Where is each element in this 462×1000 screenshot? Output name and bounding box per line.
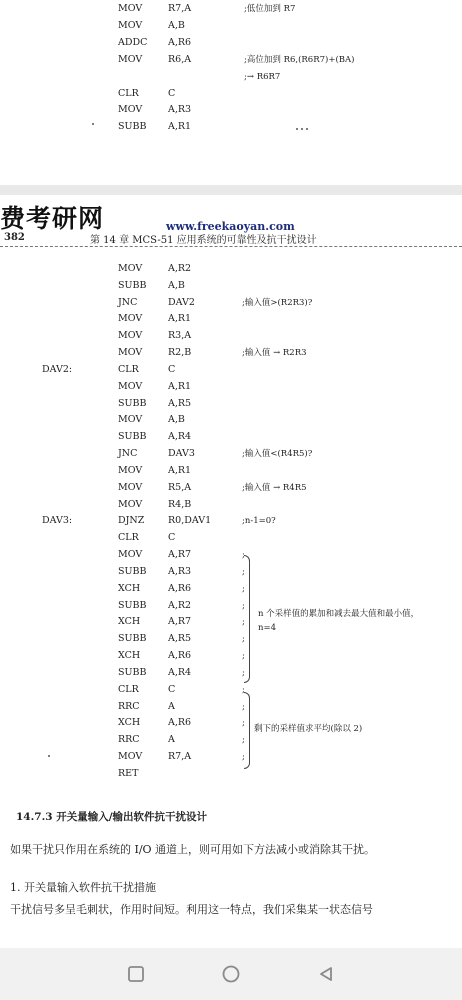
operand: A <box>168 700 175 712</box>
code-comment: ;低位加到 R7 <box>244 4 296 14</box>
code-comment: ; <box>242 701 245 712</box>
code-comment: ; <box>242 600 245 611</box>
operand: A,R1 <box>168 313 192 325</box>
code-label: DAV3: <box>42 515 73 527</box>
operand: R3,A <box>168 330 192 342</box>
code-comment: ; <box>242 634 245 645</box>
operand: A,R6 <box>168 650 192 662</box>
opcode: SUBB <box>118 121 147 132</box>
code-comment: ; <box>242 583 245 594</box>
operand: A,R1 <box>168 464 192 476</box>
recent-apps-button[interactable] <box>124 962 148 986</box>
operand: C <box>168 88 176 99</box>
opcode: XCH <box>118 717 141 729</box>
opcode: MOV <box>118 751 143 763</box>
code-comment: ;输入值<(R4R5)? <box>242 449 313 460</box>
paragraph: 如果干扰只作用在系统的 I/O 通道上，则可用如下方法减小或消除其干扰。 <box>10 843 376 856</box>
operand: C <box>168 363 176 375</box>
opcode: MOV <box>118 414 143 426</box>
operand: A,R4 <box>168 666 192 678</box>
scan-speck <box>301 128 303 130</box>
opcode: XCH <box>118 616 141 628</box>
page-previous <box>0 0 462 185</box>
operand: A,R7 <box>168 616 192 628</box>
code-comment: ;高位加到 R6,(R6R7)+(BA) <box>244 55 355 65</box>
code-comment: ; <box>242 735 245 746</box>
page-current <box>0 195 462 948</box>
page-number: 382 <box>4 232 25 243</box>
opcode: RRC <box>118 734 140 746</box>
opcode: SUBB <box>118 599 147 611</box>
opcode: JNC <box>118 296 138 308</box>
system-nav-bar <box>0 948 462 1000</box>
operand: A,R5 <box>168 633 192 645</box>
circle-icon <box>221 964 241 984</box>
code-comment: ; <box>242 566 245 577</box>
back-triangle-icon <box>317 965 335 983</box>
code-comment: ;输入值 → R4R5 <box>242 482 307 493</box>
code-comment: ;输入值 → R2R3 <box>242 348 307 359</box>
operand: A <box>168 734 175 746</box>
page-gap <box>0 185 462 195</box>
opcode: SUBB <box>118 279 147 291</box>
opcode: SUBB <box>118 397 147 409</box>
opcode: MOV <box>118 3 143 14</box>
scan-speck <box>92 123 94 125</box>
opcode: RET <box>118 767 139 779</box>
operand: R7,A <box>168 3 192 14</box>
opcode: JNC <box>118 448 138 460</box>
code-comment: ; <box>242 684 245 695</box>
operand: A,B <box>168 20 185 31</box>
home-button[interactable] <box>219 962 243 986</box>
opcode: XCH <box>118 650 141 662</box>
opcode: MOV <box>118 20 143 31</box>
watermark-url: www.freekaoyan.com <box>166 220 295 233</box>
operand: A,R3 <box>168 104 192 115</box>
code-comment: ;n-1=0? <box>242 516 276 527</box>
scan-speck <box>306 128 308 130</box>
code-comment: ;→ R6R7 <box>244 72 281 82</box>
operand: A,R4 <box>168 431 192 443</box>
opcode: MOV <box>118 263 143 274</box>
code-comment: ; <box>242 667 245 678</box>
group-comment-1: n 个采样值的累加和减去最大值和最小值，n=4 <box>258 609 420 633</box>
operand: A,R6 <box>168 582 192 594</box>
operand: C <box>168 532 176 544</box>
paragraph: 干扰信号多呈毛刺状，作用时间短。利用这一特点，我们采集某一状态信号 <box>10 903 373 916</box>
operand: A,R7 <box>168 549 192 561</box>
opcode: DJNZ <box>118 515 145 527</box>
code-label: DAV2: <box>42 363 73 375</box>
opcode: SUBB <box>118 565 147 577</box>
opcode: MOV <box>118 380 143 392</box>
operand: A,R5 <box>168 397 192 409</box>
operand: A,R2 <box>168 263 192 274</box>
opcode: MOV <box>118 498 143 510</box>
operand: A,R6 <box>168 717 192 729</box>
operand: R4,B <box>168 498 192 510</box>
code-comment: ; <box>242 752 245 763</box>
header-rule <box>0 246 462 247</box>
section-heading: 14.7.3 开关量输入/输出软件抗干扰设计 <box>16 811 208 823</box>
chapter-header: 第 14 章 MCS-51 应用系统的可靠性及抗干扰设计 <box>90 235 317 246</box>
operand: DAV3 <box>168 448 195 460</box>
operand: A,R6 <box>168 37 192 48</box>
code-comment: ;输入值>(R2R3)? <box>242 297 313 308</box>
operand: A,R2 <box>168 599 192 611</box>
code-comment: ; <box>242 718 245 729</box>
opcode: CLR <box>118 683 139 695</box>
operand: R6,A <box>168 54 192 65</box>
operand: A,R1 <box>168 380 192 392</box>
opcode: MOV <box>118 104 143 115</box>
operand: R5,A <box>168 481 192 493</box>
group-brace-2 <box>244 692 250 769</box>
opcode: MOV <box>118 330 143 342</box>
subheading: 1. 开关量输入软件抗干扰措施 <box>10 881 156 894</box>
opcode: ADDC <box>118 37 148 48</box>
code-comment: ; <box>242 617 245 628</box>
group-brace-1 <box>244 555 250 683</box>
opcode: CLR <box>118 88 139 99</box>
opcode: SUBB <box>118 666 147 678</box>
opcode: MOV <box>118 464 143 476</box>
opcode: MOV <box>118 313 143 325</box>
opcode: MOV <box>118 54 143 65</box>
operand: A,B <box>168 414 185 426</box>
watermark-logo: 费考研网 <box>0 204 105 233</box>
operand: DAV2 <box>168 296 195 308</box>
opcode: MOV <box>118 347 143 359</box>
opcode: RRC <box>118 700 140 712</box>
operand: R2,B <box>168 347 192 359</box>
opcode: SUBB <box>118 633 147 645</box>
operand: R0,DAV1 <box>168 515 212 527</box>
operand: C <box>168 683 176 695</box>
opcode: MOV <box>118 549 143 561</box>
code-comment: ; <box>242 651 245 662</box>
opcode: XCH <box>118 582 141 594</box>
square-icon <box>127 965 145 983</box>
scan-speck <box>48 755 50 757</box>
scan-speck <box>296 128 298 130</box>
group-comment-2: 剩下的采样值求平均(除以 2) <box>254 724 363 734</box>
opcode: SUBB <box>118 431 147 443</box>
operand: R7,A <box>168 751 192 763</box>
opcode: CLR <box>118 363 139 375</box>
opcode: CLR <box>118 532 139 544</box>
back-button[interactable] <box>314 962 338 986</box>
operand: A,B <box>168 279 185 291</box>
code-comment: ; <box>242 550 245 561</box>
opcode: MOV <box>118 481 143 493</box>
operand: A,R1 <box>168 121 192 132</box>
operand: A,R3 <box>168 565 192 577</box>
